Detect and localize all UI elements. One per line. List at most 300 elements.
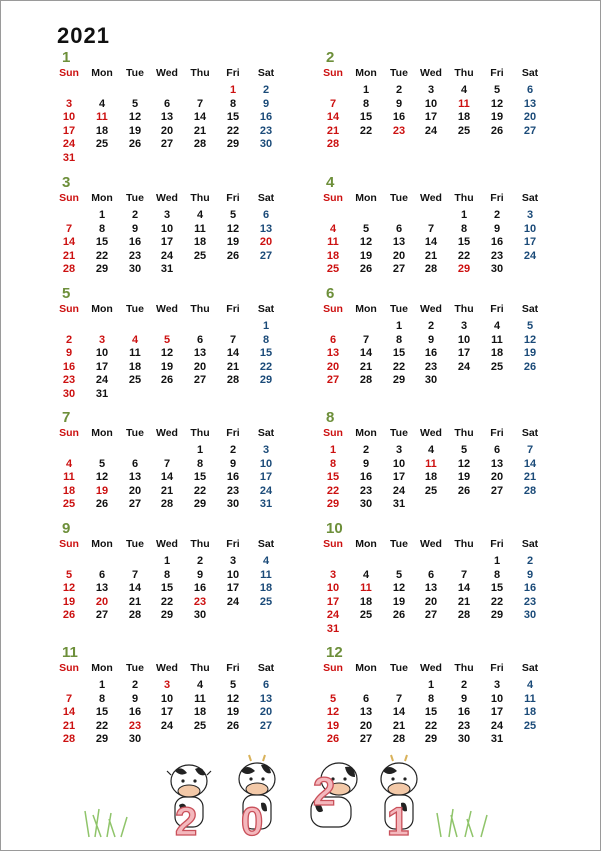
day-cell: 20 <box>95 595 109 608</box>
day-cell: 23 <box>457 719 471 732</box>
day-cell: 25 <box>359 609 373 622</box>
day-cell: 31 <box>326 623 340 635</box>
day-cell: 30 <box>62 388 76 400</box>
day-cell: 10 <box>226 568 240 581</box>
day-cell: 6 <box>493 444 501 456</box>
day-cell: 4 <box>460 84 468 96</box>
weekday-label: Fri <box>490 67 504 79</box>
day-cell: 19 <box>95 484 109 497</box>
weekday-label: Mon <box>355 427 377 439</box>
day-cell: 17 <box>62 124 76 137</box>
day-cell: 15 <box>392 347 406 360</box>
day-cell: 25 <box>95 138 109 151</box>
weekday-label: Sun <box>59 67 79 79</box>
weekday-label: Tue <box>390 303 408 315</box>
weekday-label: Wed <box>156 662 178 674</box>
day-cell: 15 <box>457 236 471 249</box>
day-cell: 22 <box>193 484 207 497</box>
weekday-label: Mon <box>355 303 377 315</box>
day-cell: 14 <box>62 706 76 719</box>
day-cell: 21 <box>160 484 174 497</box>
day-cell: 5 <box>229 209 237 221</box>
day-cell: 8 <box>98 222 106 235</box>
day-cell: 15 <box>259 347 273 360</box>
day-cell: 16 <box>359 471 373 484</box>
weekday-label: Wed <box>420 427 442 439</box>
day-cell: 25 <box>193 719 207 732</box>
day-cell: 15 <box>226 111 240 124</box>
day-cell: 19 <box>160 360 174 373</box>
day-cell: 2 <box>229 444 237 456</box>
weekday-label: Sat <box>521 662 539 674</box>
day-cell: 10 <box>326 582 340 595</box>
month-number: 7 <box>62 409 71 426</box>
day-cell: 22 <box>490 595 504 608</box>
day-cell: 21 <box>62 249 76 262</box>
day-cell: 7 <box>65 222 73 235</box>
day-cell: 17 <box>523 236 537 249</box>
day-cell: 16 <box>490 236 504 249</box>
day-cell: 27 <box>95 609 109 622</box>
day-cell: 24 <box>326 609 340 622</box>
day-cell: 22 <box>259 360 273 373</box>
day-cell: 5 <box>229 679 237 691</box>
day-cell: 19 <box>128 124 142 137</box>
day-cell: 11 <box>194 692 206 705</box>
day-cell: 14 <box>523 457 537 470</box>
day-cell: 5 <box>98 457 106 470</box>
day-cell: 8 <box>329 457 337 470</box>
day-cell: 13 <box>359 706 373 719</box>
day-cell: 28 <box>424 263 438 276</box>
day-cell: 27 <box>160 138 174 151</box>
day-cell: 18 <box>424 471 438 484</box>
day-cell: 6 <box>196 333 204 346</box>
day-cell: 19 <box>523 347 537 360</box>
weekday-label: Sat <box>257 192 275 204</box>
weekday-label: Tue <box>126 192 144 204</box>
weekday-label: Wed <box>156 192 178 204</box>
day-cell: 28 <box>359 374 373 387</box>
weekday-label: Thu <box>190 662 210 674</box>
day-cell: 28 <box>62 263 76 276</box>
weekday-label: Tue <box>390 67 408 79</box>
weekday-label: Wed <box>420 67 442 79</box>
day-cell: 22 <box>326 484 340 497</box>
weekday-header <box>317 661 557 675</box>
day-cell: 5 <box>131 97 139 110</box>
day-cell: 29 <box>424 733 438 746</box>
day-cell: 23 <box>128 249 142 262</box>
day-cell: 22 <box>95 719 109 732</box>
day-cell: 4 <box>526 679 534 691</box>
month-number: 2 <box>326 49 335 66</box>
day-cell: 23 <box>392 124 406 137</box>
day-cell: 13 <box>259 692 273 705</box>
day-cell: 26 <box>226 249 240 262</box>
day-cell: 12 <box>392 582 406 595</box>
day-cell: 12 <box>226 692 240 705</box>
weekday-label: Fri <box>226 662 240 674</box>
day-cell: 25 <box>326 263 340 276</box>
day-cell: 7 <box>163 457 171 470</box>
day-cell: 3 <box>329 568 337 581</box>
day-cell: 12 <box>95 471 109 484</box>
weekday-label: Mon <box>355 538 377 550</box>
day-cell: 29 <box>95 263 109 276</box>
day-cell: 22 <box>359 124 373 137</box>
weekday-label: Wed <box>156 67 178 79</box>
day-cell: 17 <box>424 111 438 124</box>
day-cell: 30 <box>359 498 373 511</box>
day-cell: 6 <box>329 333 337 346</box>
day-cell: 18 <box>523 706 537 719</box>
day-cell: 24 <box>62 138 76 151</box>
day-cell: 4 <box>65 457 73 470</box>
day-cell: 21 <box>226 360 240 373</box>
day-cell: 8 <box>163 568 171 581</box>
day-cell: 13 <box>193 347 207 360</box>
day-cell: 2 <box>65 333 73 346</box>
day-cell: 11 <box>458 97 470 110</box>
day-cell: 22 <box>457 249 471 262</box>
day-cell: 9 <box>362 457 370 470</box>
day-cell: 31 <box>95 388 109 400</box>
weekday-label: Tue <box>126 538 144 550</box>
day-cell: 18 <box>193 706 207 719</box>
month-number: 10 <box>326 520 343 537</box>
day-cell: 6 <box>98 568 106 581</box>
day-cell: 25 <box>424 484 438 497</box>
day-cell: 10 <box>457 333 471 346</box>
digit-2a: 2 <box>175 800 198 841</box>
month-number: 5 <box>62 285 71 302</box>
month-number: 1 <box>62 49 71 66</box>
day-cell: 3 <box>163 209 171 221</box>
weekday-label: Sat <box>521 67 539 79</box>
weekday-label: Sun <box>59 427 79 439</box>
day-cell: 27 <box>359 733 373 746</box>
day-cell: 5 <box>329 692 337 705</box>
day-cell: 13 <box>128 471 142 484</box>
day-cell: 1 <box>229 84 237 96</box>
weekday-label: Thu <box>190 427 210 439</box>
day-cell: 9 <box>526 568 534 581</box>
day-cell: 16 <box>62 360 76 373</box>
day-cell: 29 <box>160 609 174 622</box>
day-cell: 7 <box>196 97 204 110</box>
day-cell: 17 <box>160 706 174 719</box>
day-cell: 12 <box>128 111 142 124</box>
day-cell: 12 <box>490 97 504 110</box>
weekday-label: Thu <box>454 662 474 674</box>
day-cell: 19 <box>457 471 471 484</box>
day-cell: 24 <box>95 374 109 387</box>
weekday-label: Sun <box>59 662 79 674</box>
month-number: 3 <box>62 174 71 191</box>
weekday-label: Thu <box>454 538 474 550</box>
day-cell: 8 <box>395 333 403 346</box>
day-cell: 16 <box>457 706 471 719</box>
day-cell: 7 <box>526 444 534 456</box>
weekday-label: Tue <box>390 538 408 550</box>
weekday-label: Sun <box>323 538 343 550</box>
day-cell: 27 <box>326 374 340 387</box>
day-cell: 7 <box>65 692 73 705</box>
day-cell: 20 <box>259 706 273 719</box>
day-cell: 27 <box>392 263 406 276</box>
day-cell: 26 <box>128 138 142 151</box>
weekday-label: Fri <box>226 427 240 439</box>
day-cell: 20 <box>490 471 504 484</box>
weekday-label: Sun <box>59 192 79 204</box>
day-cell: 25 <box>490 360 504 373</box>
weekday-label: Sun <box>59 538 79 550</box>
day-cell: 9 <box>196 568 204 581</box>
day-cell: 27 <box>193 374 207 387</box>
day-cell: 6 <box>262 209 270 221</box>
day-cell: 23 <box>259 124 273 137</box>
day-cell: 15 <box>193 471 207 484</box>
day-cell: 3 <box>395 444 403 456</box>
day-cell: 3 <box>427 84 435 96</box>
weekday-label: Thu <box>454 303 474 315</box>
day-cell: 31 <box>160 263 174 276</box>
day-cell: 18 <box>359 595 373 608</box>
day-cell: 4 <box>98 97 106 110</box>
day-cell: 12 <box>62 582 76 595</box>
day-cell: 26 <box>62 609 76 622</box>
day-cell: 10 <box>259 457 273 470</box>
day-cell: 13 <box>424 582 438 595</box>
weekday-label: Fri <box>490 427 504 439</box>
day-cell: 9 <box>395 97 403 110</box>
day-cell: 23 <box>490 249 504 262</box>
day-cell: 27 <box>424 609 438 622</box>
day-cell: 25 <box>457 124 471 137</box>
day-cell: 2 <box>493 209 501 221</box>
day-cell: 9 <box>65 347 73 360</box>
weekday-label: Tue <box>390 427 408 439</box>
day-cell: 27 <box>128 498 142 511</box>
day-cell: 29 <box>457 263 471 276</box>
day-cell: 30 <box>128 733 142 746</box>
day-cell: 1 <box>460 209 468 221</box>
day-cell: 15 <box>424 706 438 719</box>
weekday-label: Wed <box>156 427 178 439</box>
day-cell: 21 <box>62 719 76 732</box>
day-cell: 9 <box>460 692 468 705</box>
day-cell: 14 <box>457 582 471 595</box>
day-cell: 16 <box>193 582 207 595</box>
day-cell: 5 <box>65 568 73 581</box>
day-cell: 29 <box>490 609 504 622</box>
day-cell: 14 <box>128 582 142 595</box>
day-cell: 27 <box>259 719 273 732</box>
day-cell: 28 <box>226 374 240 387</box>
day-cell: 21 <box>523 471 537 484</box>
day-cell: 5 <box>493 84 501 96</box>
weekday-label: Wed <box>420 303 442 315</box>
day-cell: 19 <box>226 236 240 249</box>
day-cell: 17 <box>160 236 174 249</box>
day-cell: 4 <box>493 320 501 332</box>
weekday-label: Mon <box>91 303 113 315</box>
day-cell: 24 <box>457 360 471 373</box>
weekday-header <box>317 191 557 205</box>
day-cell: 25 <box>128 374 142 387</box>
day-cell: 18 <box>490 347 504 360</box>
day-cell: 15 <box>95 706 109 719</box>
day-cell: 26 <box>95 498 109 511</box>
day-cell: 18 <box>95 124 109 137</box>
day-cell: 26 <box>359 263 373 276</box>
weekday-header <box>317 426 557 440</box>
day-cell: 16 <box>128 706 142 719</box>
day-cell: 26 <box>326 733 340 746</box>
weekday-header <box>53 661 293 675</box>
day-cell: 28 <box>128 609 142 622</box>
day-cell: 2 <box>131 209 139 221</box>
day-cell: 21 <box>128 595 142 608</box>
day-cell: 13 <box>523 97 537 110</box>
day-cell: 23 <box>359 484 373 497</box>
day-cell: 31 <box>392 498 406 511</box>
weekday-label: Wed <box>420 662 442 674</box>
day-cell: 2 <box>196 555 204 567</box>
day-cell: 27 <box>523 124 537 137</box>
day-cell: 12 <box>326 706 340 719</box>
day-cell: 11 <box>129 347 141 360</box>
weekday-label: Fri <box>226 538 240 550</box>
weekday-label: Wed <box>156 303 178 315</box>
weekday-label: Fri <box>490 662 504 674</box>
day-cell: 7 <box>329 97 337 110</box>
weekday-label: Thu <box>454 67 474 79</box>
day-cell: 28 <box>160 498 174 511</box>
day-cell: 1 <box>362 84 370 96</box>
day-cell: 13 <box>259 222 273 235</box>
day-cell: 26 <box>160 374 174 387</box>
weekday-label: Mon <box>91 427 113 439</box>
day-cell: 7 <box>427 222 435 235</box>
day-cell: 30 <box>193 609 207 622</box>
day-cell: 28 <box>523 484 537 497</box>
day-cell: 9 <box>262 97 270 110</box>
weekday-label: Fri <box>490 538 504 550</box>
day-cell: 9 <box>131 692 139 705</box>
weekday-label: Sat <box>521 538 539 550</box>
day-cell: 2 <box>526 555 534 567</box>
day-cell: 28 <box>193 138 207 151</box>
day-cell: 30 <box>259 138 273 151</box>
day-cell: 3 <box>65 97 73 110</box>
day-cell: 21 <box>424 249 438 262</box>
day-cell: 6 <box>362 692 370 705</box>
day-cell: 4 <box>262 555 270 567</box>
day-cell: 23 <box>424 360 438 373</box>
day-cell: 17 <box>259 471 273 484</box>
day-cell: 22 <box>226 124 240 137</box>
day-cell: 1 <box>196 444 204 456</box>
weekday-label: Sat <box>257 303 275 315</box>
day-cell: 20 <box>193 360 207 373</box>
weekday-label: Fri <box>226 67 240 79</box>
day-cell: 28 <box>326 138 340 151</box>
day-cell: 31 <box>62 152 76 164</box>
day-cell: 1 <box>262 320 270 332</box>
weekday-label: Sat <box>521 427 539 439</box>
weekday-label: Sun <box>323 662 343 674</box>
day-cell: 16 <box>424 347 438 360</box>
day-cell: 18 <box>128 360 142 373</box>
weekday-label: Mon <box>355 67 377 79</box>
day-cell: 26 <box>226 719 240 732</box>
day-cell: 25 <box>193 249 207 262</box>
digit-2b: 2 <box>313 770 336 814</box>
day-cell: 15 <box>160 582 174 595</box>
day-cell: 21 <box>359 360 373 373</box>
day-cell: 31 <box>259 498 273 511</box>
weekday-label: Mon <box>355 662 377 674</box>
day-cell: 23 <box>523 595 537 608</box>
day-cell: 27 <box>490 484 504 497</box>
day-cell: 9 <box>229 457 237 470</box>
day-cell: 21 <box>326 124 340 137</box>
day-cell: 14 <box>326 111 340 124</box>
day-cell: 1 <box>329 444 337 456</box>
day-cell: 11 <box>96 111 108 124</box>
day-cell: 7 <box>460 568 468 581</box>
day-cell: 15 <box>490 582 504 595</box>
weekday-label: Fri <box>226 192 240 204</box>
weekday-label: Sat <box>521 303 539 315</box>
weekday-label: Mon <box>91 192 113 204</box>
weekday-label: Tue <box>126 427 144 439</box>
day-cell: 19 <box>326 719 340 732</box>
day-cell: 29 <box>226 138 240 151</box>
day-cell: 14 <box>392 706 406 719</box>
weekday-label: Wed <box>156 538 178 550</box>
grass-right <box>437 809 487 837</box>
weekday-header <box>53 66 293 80</box>
weekday-label: Thu <box>190 67 210 79</box>
day-cell: 4 <box>131 333 139 346</box>
grass-left <box>85 809 127 837</box>
day-cell: 13 <box>160 111 174 124</box>
day-cell: 5 <box>163 333 171 346</box>
day-cell: 22 <box>160 595 174 608</box>
day-cell: 26 <box>490 124 504 137</box>
day-cell: 4 <box>329 222 337 235</box>
day-cell: 14 <box>62 236 76 249</box>
day-cell: 19 <box>359 249 373 262</box>
day-cell: 30 <box>523 609 537 622</box>
day-cell: 10 <box>424 97 438 110</box>
day-cell: 11 <box>260 568 272 581</box>
day-cell: 24 <box>160 249 174 262</box>
day-cell: 24 <box>424 124 438 137</box>
weekday-label: Tue <box>126 67 144 79</box>
day-cell: 16 <box>392 111 406 124</box>
day-cell: 21 <box>193 124 207 137</box>
day-cell: 23 <box>128 719 142 732</box>
day-cell: 2 <box>262 84 270 96</box>
weekday-header <box>317 66 557 80</box>
weekday-label: Sat <box>257 427 275 439</box>
weekday-label: Wed <box>420 192 442 204</box>
day-cell: 15 <box>359 111 373 124</box>
